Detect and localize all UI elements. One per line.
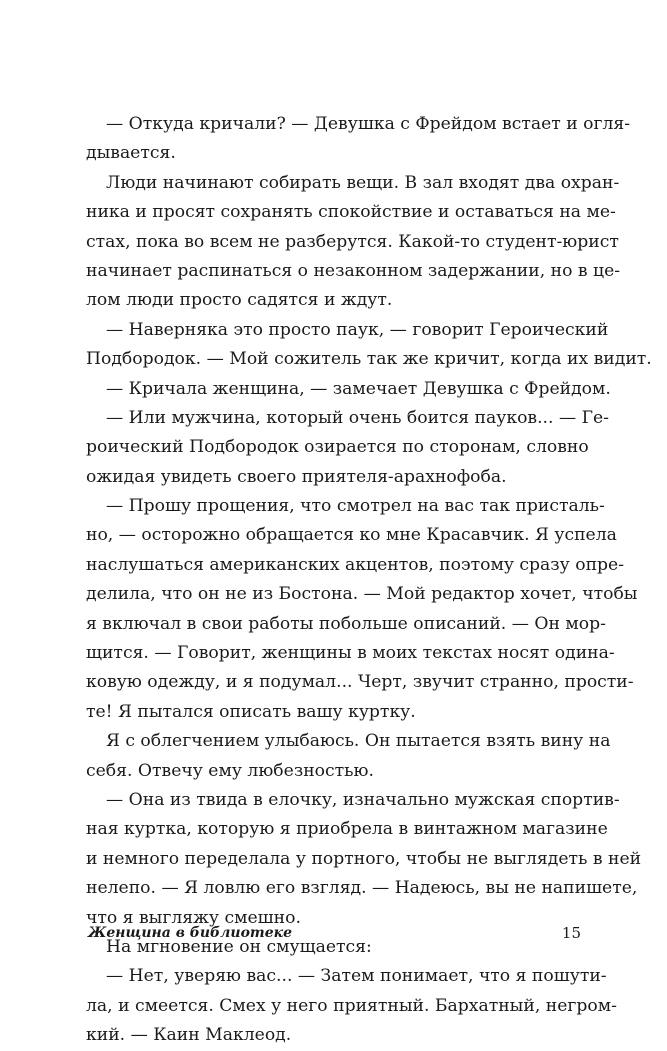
text-line: ная куртка, которую я приобрела в винтажном магазине [86, 819, 608, 840]
page-number: 15 [561, 924, 581, 942]
text-line: — Прошу прощения, что смотрел на вас так присталь- [106, 496, 605, 517]
page-body [86, 110, 652, 1051]
paragraph [86, 492, 638, 727]
paragraph [86, 786, 642, 933]
text-line: На мгновение он смущается: [106, 936, 372, 957]
text-line: кий. — Каин Маклеод. [86, 1025, 292, 1046]
paragraph [86, 316, 652, 375]
text-line: Подбородок. — Мой сожитель так же кричит, когда их видит. [86, 349, 652, 370]
paragraph [86, 375, 611, 404]
paragraph [86, 169, 621, 316]
text-line: но, — осторожно обращается ко мне Красавчик. Я успела [86, 525, 617, 546]
text-line: наслушаться американских акцентов, поэтому сразу опре- [86, 554, 625, 575]
text-line: стах, пока во всем не разберутся. Какой-то студент-юрист [86, 231, 619, 252]
text-line: нелепо. — Я ловлю его взгляд. — Надеюсь, вы не напишете, [86, 878, 638, 899]
text-line: ожидая увидеть своего приятеля-арахнофоба. [86, 466, 507, 487]
text-line: роический Подбородок озирается по сторонам, словно [86, 437, 589, 458]
text-line: ла, и смеется. Смех у него приятный. Бархатный, негром- [86, 995, 617, 1016]
text-line: — Нет, уверяю вас... — Затем понимает, что я пошути- [106, 966, 607, 987]
text-line: — Откуда кричали? — Девушка с Фрейдом встает и огля- [106, 114, 631, 134]
text-line: делила, что он не из Бостона. — Мой редактор хочет, чтобы [86, 584, 638, 605]
text-line: те! Я пытался описать вашу куртку. [86, 701, 416, 722]
paragraph [86, 727, 611, 786]
text-line: — Кричала женщина, — замечает Девушка с Фрейдом. [106, 378, 611, 399]
text-line: — Или мужчина, который очень боится пауков... — Ге- [106, 407, 609, 428]
paragraph [86, 404, 609, 492]
text-line: дывается. [86, 143, 176, 164]
paragraph [86, 962, 617, 1050]
text-line: что я выгляжу смешно. [86, 907, 301, 928]
text-line: ника и просят сохранять спокойствие и оставаться на ме- [86, 202, 616, 223]
text-line: начинает распинаться о незаконном задержании, но в це- [86, 260, 621, 281]
text-line: Люди начинают собирать вещи. В зал входят два охран- [106, 172, 620, 193]
text-line: я включал в свои работы побольше описаний. — Он мор- [86, 613, 606, 634]
running-footer-title: Женщина в библиотеке [88, 925, 293, 941]
paragraph [86, 110, 631, 169]
text-line: Я с облегчением улыбаюсь. Он пытается взять вину на [106, 731, 611, 752]
text-line: и немного переделала у портного, чтобы не выглядеть в ней [86, 848, 642, 869]
text-line: ковую одежду, и я подумал... Черт, звучит странно, прости- [86, 672, 634, 693]
text-line: щится. — Говорит, женщины в моих текстах носят одина- [86, 643, 615, 664]
text-line: себя. Отвечу ему любезностью. [86, 760, 374, 781]
text-line: — Наверняка это просто паук, — говорит Героический [106, 319, 609, 340]
text-line: лом люди просто садятся и ждут. [86, 290, 393, 311]
text-line: — Она из твида в елочку, изначально мужская спортив- [106, 789, 620, 810]
